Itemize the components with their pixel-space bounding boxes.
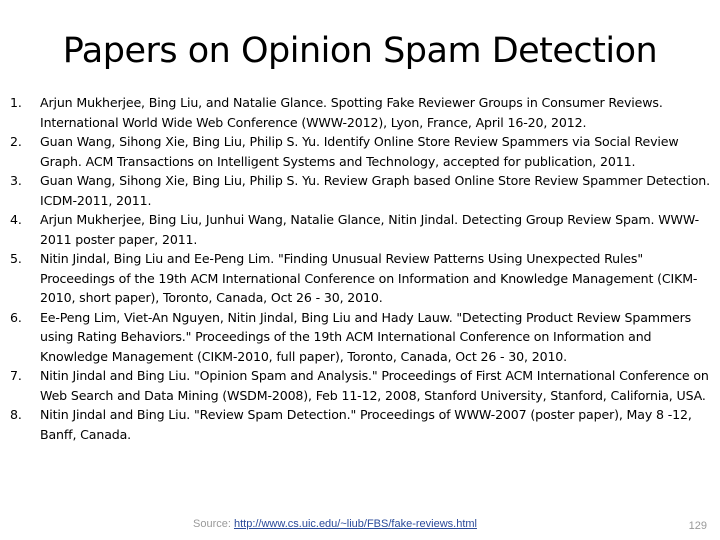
- source-footer: [193, 517, 477, 531]
- source-label: Source:: [193, 518, 234, 530]
- reference-text: Arjun Mukherjee, Bing Liu, and Natalie Glance. Spotting Fake Reviewer Groups in Consumer Reviews. International World Wide Web Conference (WWW-2012), Lyon, France, April 16-20, 2012.: [40, 95, 663, 130]
- page-number: 129: [688, 520, 707, 532]
- reference-number: 8.: [10, 407, 22, 422]
- reference-item: [10, 93, 715, 132]
- reference-item: [10, 210, 715, 249]
- reference-number: 1.: [10, 95, 22, 110]
- reference-item: [10, 171, 715, 210]
- reference-text: Arjun Mukherjee, Bing Liu, Junhui Wang, Natalie Glance, Nitin Jindal. Detecting Group Review Spam. WWW-2011 poster paper, 2011.: [40, 212, 700, 247]
- reference-item: [10, 405, 715, 444]
- reference-item: [10, 249, 715, 308]
- source-link[interactable]: http://www.cs.uic.edu/~liub/FBS/fake-reviews.html: [233, 518, 477, 530]
- reference-text: Ee-Peng Lim, Viet-An Nguyen, Nitin Jindal, Bing Liu and Hady Lauw. "Detecting Product Review Spammers using Rating Behaviors." Proceedings of the 19th ACM International Conference on Information and Knowledge Management (CIKM-2010, full paper), Toronto, Canada, Oct 26 - 30, 2010.: [40, 309, 692, 364]
- reference-item: [10, 308, 715, 367]
- reference-text: Guan Wang, Sihong Xie, Bing Liu, Philip S. Yu. Identify Online Store Review Spammers via Social Review Graph. ACM Transactions on Intelligent Systems and Technology, accepted for publication, 2011.: [40, 134, 679, 169]
- reference-number: 6.: [10, 309, 22, 325]
- reference-text: Nitin Jindal and Bing Liu. "Review Spam Detection." Proceedings of WWW-2007 (poster paper), May 8 -12, Banff, Canada.: [40, 407, 692, 442]
- reference-text: Nitin Jindal and Bing Liu. "Opinion Spam and Analysis." Proceedings of First ACM International Conference on Web Search and Data Mining (WSDM-2008), Feb 11-12, 2008, Stanford University, Stanford, California, USA.: [40, 368, 709, 403]
- reference-text: Nitin Jindal, Bing Liu and Ee-Peng Lim. "Finding Unusual Review Patterns Using Unexpected Rules" Proceedings of the 19th ACM International Conference on Information and Knowledge Management (CIKM-2010, short paper), Toronto, Canada, Oct 26 - 30, 2010.: [40, 251, 698, 305]
- reference-item: [10, 366, 715, 405]
- reference-item: [10, 132, 715, 171]
- reference-number: 3.: [10, 173, 22, 188]
- reference-list: [10, 93, 715, 444]
- reference-number: 7.: [10, 368, 22, 383]
- reference-number: 5.: [10, 251, 22, 266]
- reference-text: Guan Wang, Sihong Xie, Bing Liu, Philip S. Yu. Review Graph based Online Store Review Spammer Detection. ICDM-2011, 2011.: [40, 173, 710, 208]
- reference-number: 2.: [10, 134, 22, 149]
- reference-number: 4.: [10, 212, 22, 227]
- slide-title: Papers on Opinion Spam Detection: [62, 31, 658, 71]
